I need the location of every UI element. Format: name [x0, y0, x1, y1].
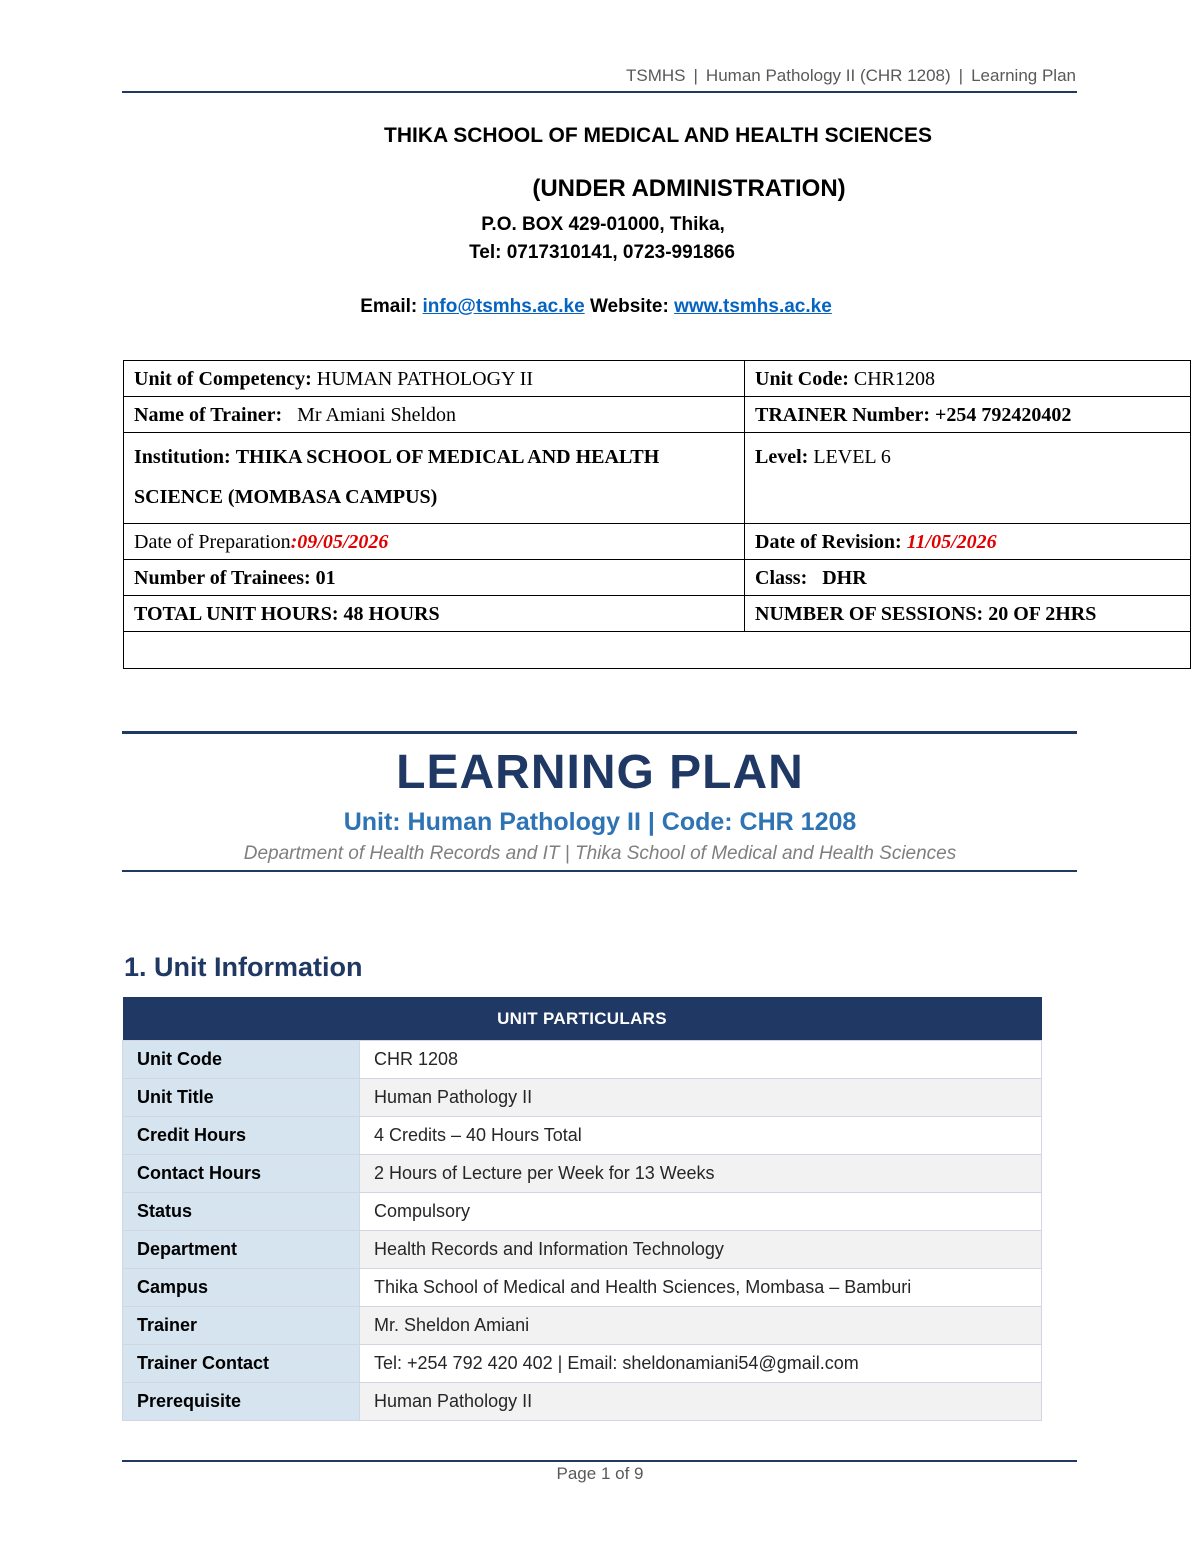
header-doc-type: Learning Plan	[971, 66, 1076, 85]
row-key: Contact Hours	[123, 1155, 360, 1193]
row-value: Human Pathology II	[360, 1079, 1042, 1117]
row-value: Thika School of Medical and Health Sciences, Mombasa – Bamburi	[360, 1269, 1042, 1307]
school-status: (UNDER ADMINISTRATION)	[532, 175, 846, 202]
row-key: Unit Code	[123, 1041, 360, 1079]
email-label: Email:	[360, 296, 418, 317]
unit-code-cell	[745, 361, 1191, 397]
table-row	[123, 1231, 1042, 1269]
row-key: Unit Title	[123, 1079, 360, 1117]
header-unit: Human Pathology II (CHR 1208)	[705, 66, 951, 85]
header-rule	[122, 91, 1077, 93]
unit-particulars-table	[122, 997, 1042, 1421]
details-row	[124, 397, 1191, 433]
row-value: Health Records and Information Technology	[360, 1231, 1042, 1269]
table-row	[123, 1307, 1042, 1345]
row-key: Prerequisite	[123, 1383, 360, 1421]
total-hours: TOTAL UNIT HOURS: 48 HOURS	[134, 603, 440, 625]
document-title: LEARNING PLAN	[396, 746, 804, 799]
table-row	[123, 1383, 1042, 1421]
details-row	[124, 433, 1191, 524]
unit-code-value: CHR1208	[853, 368, 936, 390]
trainees-cell	[124, 560, 745, 596]
class-value: DHR	[822, 567, 867, 589]
table-row	[123, 1193, 1042, 1231]
header-separator: |	[958, 66, 964, 85]
unit-of-competency-label: Unit of Competency:	[134, 368, 312, 390]
website-link[interactable]: www.tsmhs.ac.ke	[674, 296, 832, 317]
details-row	[124, 524, 1191, 560]
row-key: Department	[123, 1231, 360, 1269]
row-value: Human Pathology II	[360, 1383, 1042, 1421]
header-separator: |	[693, 66, 698, 85]
details-row	[124, 361, 1191, 397]
revision-date-cell	[745, 524, 1191, 560]
table-row	[123, 1155, 1042, 1193]
trainees-count: Number of Trainees: 01	[134, 567, 336, 589]
header-school-abbr: TSMHS	[626, 66, 686, 85]
unit-of-competency-value: HUMAN PATHOLOGY II	[316, 368, 534, 390]
title-top-rule	[122, 731, 1077, 734]
unit-table-header-row	[123, 997, 1042, 1041]
trainer-name-cell	[124, 397, 745, 433]
table-row	[123, 1079, 1042, 1117]
page-number: Page 1 of 9	[556, 1464, 644, 1483]
table-row	[123, 1041, 1042, 1079]
trainer-number: TRAINER Number: +254 792420402	[755, 404, 1072, 426]
institution-label: Institution:	[134, 446, 231, 468]
title-bottom-rule	[122, 870, 1077, 872]
running-header	[124, 66, 1076, 90]
email-link[interactable]: info@tsmhs.ac.ke	[422, 296, 585, 317]
unit-code-label: Unit Code:	[755, 368, 849, 390]
row-value: Compulsory	[360, 1193, 1042, 1231]
website-label: Website:	[589, 296, 669, 317]
revision-date-value: 11/05/2026	[906, 531, 997, 553]
total-hours-cell	[124, 596, 745, 632]
sessions-count: NUMBER OF SESSIONS: 20 OF 2HRS	[755, 603, 1097, 625]
revision-date-label: Date of Revision:	[755, 531, 902, 553]
unit-table-title: UNIT PARTICULARS	[123, 997, 1042, 1041]
row-key: Campus	[123, 1269, 360, 1307]
level-value: LEVEL 6	[813, 446, 891, 468]
details-row	[124, 596, 1191, 632]
sessions-cell	[745, 596, 1191, 632]
prep-date-value: :09/05/2026	[290, 531, 389, 553]
school-tel: Tel: 0717310141, 0723-991866	[469, 242, 735, 263]
trainer-number-cell	[745, 397, 1191, 433]
row-value: 4 Credits – 40 Hours Total	[360, 1117, 1042, 1155]
table-row	[123, 1117, 1042, 1155]
class-label: Class:	[755, 567, 808, 589]
row-value: Mr. Sheldon Amiani	[360, 1307, 1042, 1345]
empty-cell	[124, 632, 1191, 669]
details-row	[124, 560, 1191, 596]
footer-rule	[122, 1460, 1077, 1462]
row-key: Status	[123, 1193, 360, 1231]
trainer-name-label: Name of Trainer:	[134, 404, 283, 426]
section-heading: 1. Unit Information	[124, 952, 363, 982]
prep-date-cell	[124, 524, 745, 560]
row-value: Tel: +254 792 420 402 | Email: sheldonamiani54@gmail.com	[360, 1345, 1042, 1383]
table-row	[123, 1345, 1042, 1383]
trainer-name-value: Mr Amiani Sheldon	[297, 404, 456, 426]
school-address: P.O. BOX 429-01000, Thika,	[481, 214, 725, 235]
table-row	[123, 1269, 1042, 1307]
row-value: 2 Hours of Lecture per Week for 13 Weeks	[360, 1155, 1042, 1193]
institution-cell	[124, 433, 745, 524]
unit-details-table	[123, 360, 1191, 669]
school-name: THIKA SCHOOL OF MEDICAL AND HEALTH SCIENCES	[384, 124, 932, 147]
level-label: Level:	[755, 446, 809, 468]
row-key: Trainer	[123, 1307, 360, 1345]
class-cell	[745, 560, 1191, 596]
details-row-empty	[124, 632, 1191, 669]
prep-date-label: Date of Preparation	[134, 531, 291, 553]
row-key: Credit Hours	[123, 1117, 360, 1155]
row-key: Trainer Contact	[123, 1345, 360, 1383]
document-department-line: Department of Health Records and IT | Thika School of Medical and Health Sciences	[243, 843, 957, 864]
row-value: CHR 1208	[360, 1041, 1042, 1079]
school-contact-line	[0, 296, 1192, 318]
unit-of-competency-cell	[124, 361, 745, 397]
level-cell	[745, 433, 1191, 524]
document-subtitle: Unit: Human Pathology II | Code: CHR 1208	[343, 808, 857, 836]
institution-value: THIKA SCHOOL OF MEDICAL AND HEALTH SCIENCE (MOMBASA CAMPUS)	[134, 446, 660, 508]
